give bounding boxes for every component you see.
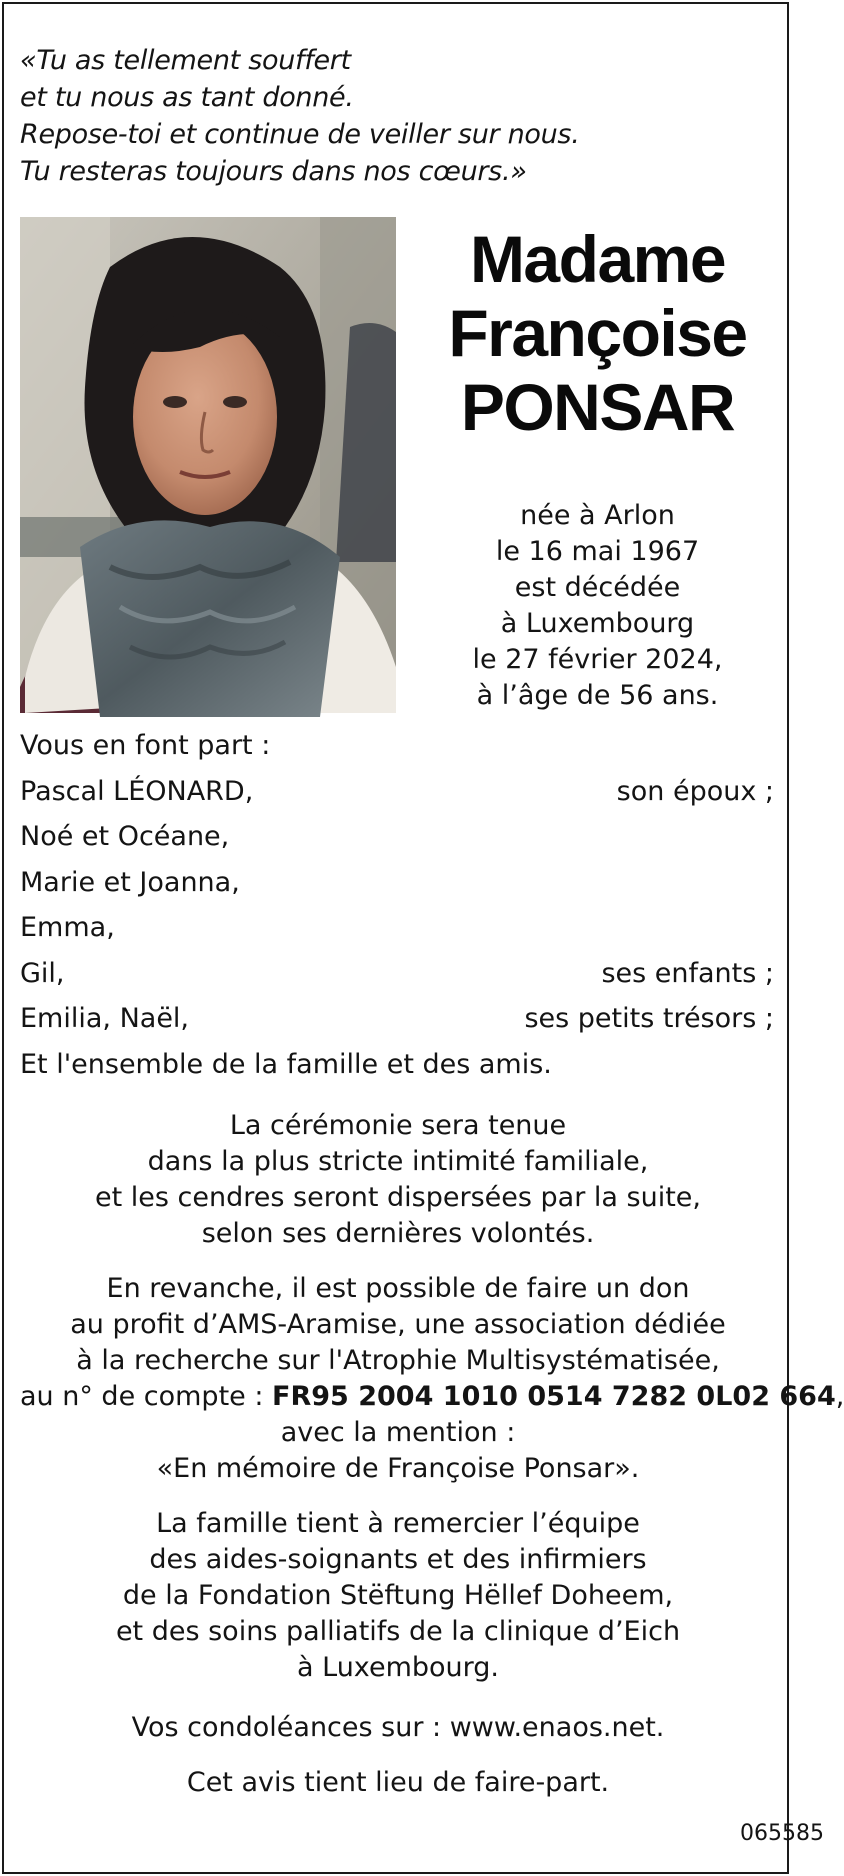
death-statement: est décédée <box>514 572 681 603</box>
deceased-name <box>415 222 780 444</box>
family-names: Noé et Océane, <box>20 821 230 852</box>
thanks-line: de la Fondation Stëftung Hëllef Doheem, <box>122 1580 674 1611</box>
ceremony-line: et les cendres seront dispersées par la suite, <box>95 1182 701 1213</box>
notice-text: Cet avis tient lieu de faire-part. <box>186 1767 610 1798</box>
birth-death-details <box>440 498 755 714</box>
age: à l’âge de 56 ans. <box>476 680 719 711</box>
thanks-line: des aides-soignants et des infirmiers <box>149 1544 647 1575</box>
death-place: à Luxembourg <box>500 608 695 639</box>
thanks-paragraph <box>20 1506 776 1686</box>
family-intro <box>20 728 776 774</box>
account-line <box>20 1379 844 1415</box>
family-row <box>20 865 776 911</box>
donation-paragraph <box>20 1271 844 1487</box>
account-suffix: , <box>835 1381 844 1412</box>
family-row <box>20 819 776 865</box>
family-role: ses petits trésors ; <box>524 1003 774 1034</box>
family-outro <box>20 1047 776 1093</box>
family-role <box>774 819 776 865</box>
family-role <box>774 865 776 911</box>
ceremony-line: selon ses dernières volontés. <box>201 1218 595 1249</box>
family-list <box>20 728 776 1092</box>
account-prefix: au n° de compte : <box>20 1381 273 1412</box>
donation-line: au profit d’AMS-Aramise, une association dédiée <box>70 1309 726 1340</box>
portrait-photo <box>20 217 396 713</box>
family-row <box>20 774 776 820</box>
donation-line: à la recherche sur l'Atrophie Multisystématisée, <box>76 1345 720 1376</box>
family-outro-text: Et l'ensemble de la famille et des amis. <box>20 1048 552 1080</box>
donation-line: avec la mention : <box>280 1417 516 1448</box>
reference-number: 065585 <box>740 1821 824 1846</box>
family-names: Emilia, Naël, <box>20 1003 190 1034</box>
family-role: son époux ; <box>616 775 774 807</box>
family-row <box>20 1001 776 1047</box>
thanks-line: La famille tient à remercier l’équipe <box>156 1508 640 1539</box>
ceremony-line: La cérémonie sera tenue <box>229 1110 567 1141</box>
account-number: FR95 2004 1010 0514 7282 0L02 664 <box>272 1381 836 1412</box>
thanks-line: et des soins palliatifs de la clinique d’Eich <box>115 1616 681 1647</box>
family-role <box>774 910 776 956</box>
ceremony-line: dans la plus stricte intimité familiale, <box>147 1146 649 1177</box>
family-names: Pascal LÉONARD, <box>20 775 254 807</box>
family-role: ses enfants ; <box>601 957 774 989</box>
notice-line <box>20 1765 776 1801</box>
donation-line: En revanche, il est possible de faire un don <box>106 1273 690 1304</box>
family-row <box>20 956 776 1002</box>
poem-line: Repose-toi et continue de veiller sur nous. <box>20 119 580 150</box>
donation-line: «En mémoire de Françoise Ponsar». <box>156 1453 640 1484</box>
family-names: Emma, <box>20 912 115 943</box>
death-date: le 27 février 2024, <box>472 644 723 675</box>
family-row <box>20 910 776 956</box>
condolences-text: Vos condoléances sur : www.enaos.net. <box>131 1712 665 1743</box>
family-names: Marie et Joanna, <box>20 866 240 898</box>
ceremony-paragraph <box>20 1108 776 1252</box>
family-intro-text: Vous en font part : <box>20 730 271 761</box>
name-first: Françoise <box>448 296 747 370</box>
poem-line: Tu resteras toujours dans nos cœurs.» <box>20 156 527 187</box>
poem-line: «Tu as tellement souffert <box>20 45 351 76</box>
condolences-line <box>20 1710 776 1746</box>
birth-date: le 16 mai 1967 <box>495 536 700 567</box>
poem-line: et tu nous as tant donné. <box>20 82 354 113</box>
name-last: PONSAR <box>460 370 735 444</box>
poem-quote <box>20 42 740 190</box>
birth-place: née à Arlon <box>520 500 675 531</box>
family-names: Gil, <box>20 957 65 989</box>
thanks-line: à Luxembourg. <box>297 1652 499 1683</box>
name-title: Madame <box>469 222 726 296</box>
